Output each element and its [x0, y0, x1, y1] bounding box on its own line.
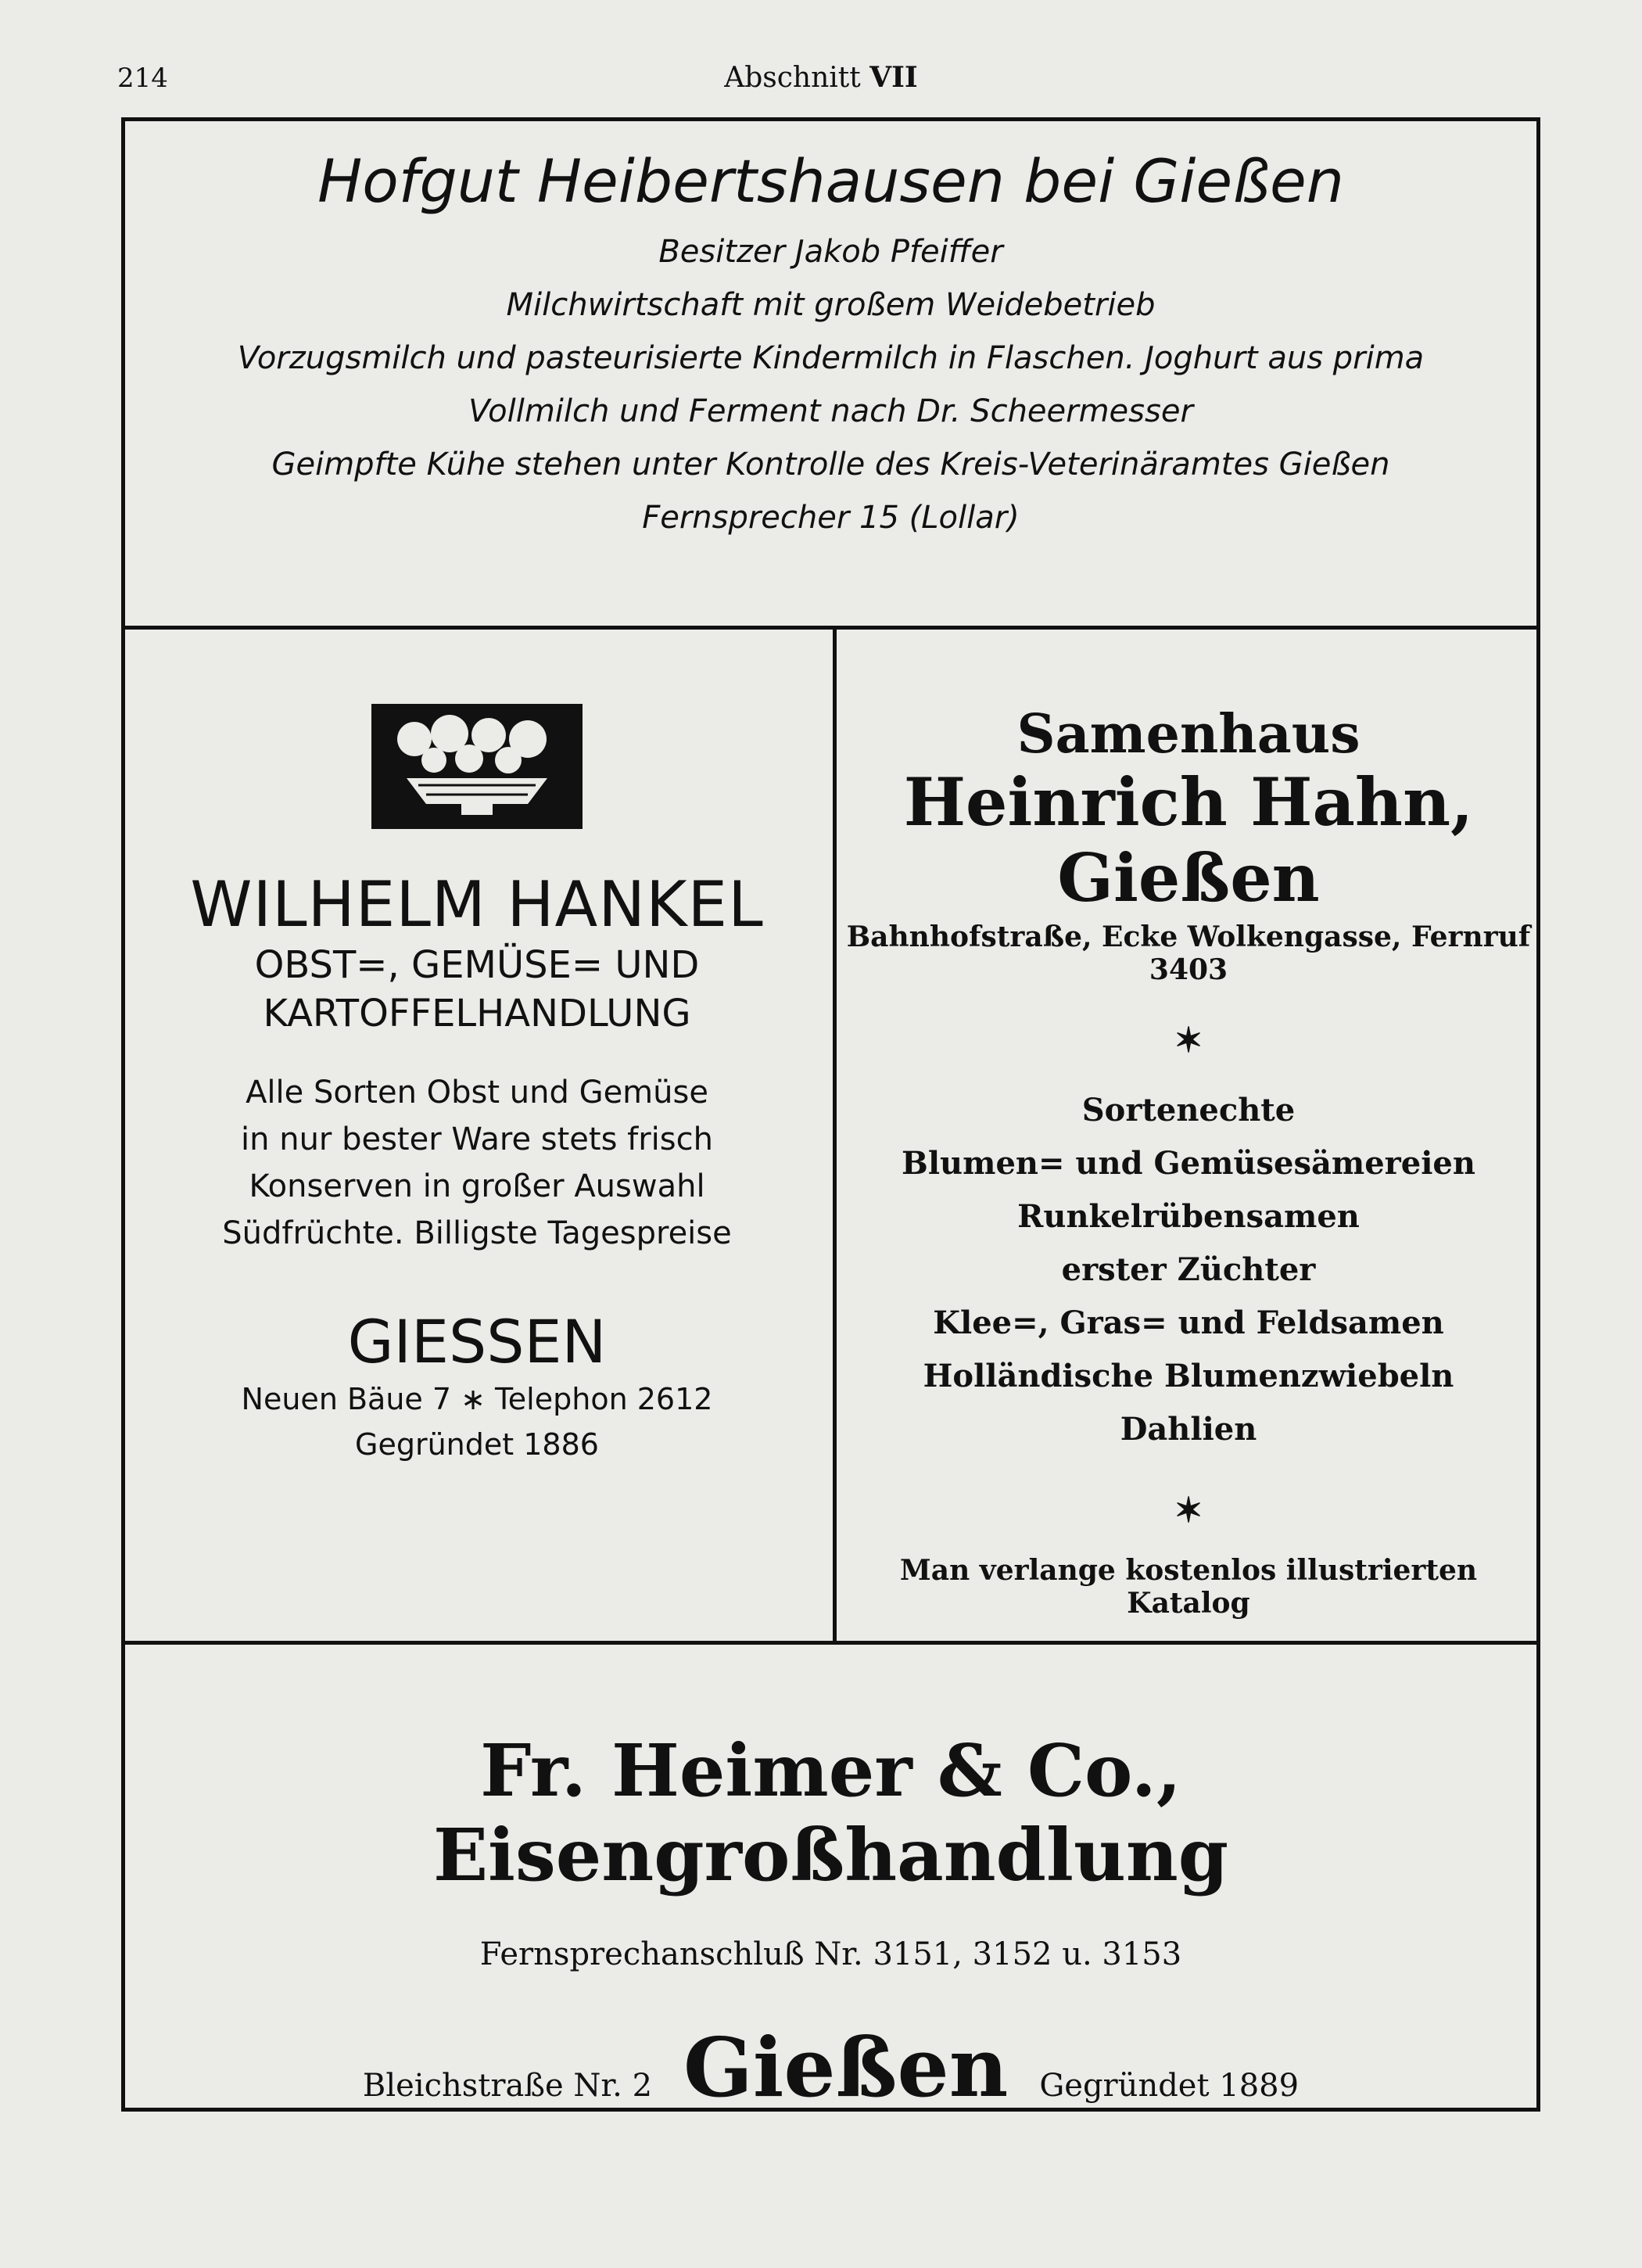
- ad-heibertshausen-title: Hofgut Heibertshausen bei Gießen: [317, 146, 1344, 216]
- section-heading: [0, 61, 1642, 94]
- ad-line: Fernsprecher 15 (Lollar): [642, 499, 1020, 536]
- ad-hankel-description: in nur bester Ware stets frisch: [241, 1121, 713, 1157]
- divider-middle: [833, 630, 837, 1642]
- page-number: 214: [117, 63, 168, 94]
- ad-heimer-founded: Gegründet 1889: [1039, 2068, 1300, 2104]
- ad-hahn-product: Dahlien: [1120, 1411, 1257, 1448]
- divider-bottom: [125, 1641, 1536, 1645]
- divider-top: [125, 626, 1536, 630]
- ad-heibertshausen: [125, 146, 1536, 544]
- ad-hankel-subtitle: OBST=, GEMÜSE= UND: [254, 943, 700, 987]
- ad-hahn-product: Runkelrübensamen: [1017, 1198, 1360, 1236]
- star-icon: ✶: [1174, 1491, 1203, 1531]
- ad-line: Besitzer Jakob Pfeiffer: [658, 233, 1003, 270]
- ad-hankel: [125, 704, 829, 1467]
- ad-line: Vorzugsmilch und pasteurisierte Kindermilch in Flaschen. Joghurt aus prima: [237, 339, 1425, 376]
- fruit-basket-icon: [371, 704, 583, 829]
- star-icon: ✶: [1174, 1021, 1203, 1061]
- ad-hahn-product: Holländische Blumenzwiebeln: [923, 1358, 1454, 1395]
- ad-hankel-description: Südfrüchte. Billigste Tagespreise: [222, 1215, 732, 1251]
- ad-hahn: [841, 704, 1536, 1620]
- ad-hahn-title-line2: Heinrich Hahn, Gießen: [903, 763, 1474, 917]
- ad-hahn-product: Klee=, Gras= und Feldsamen: [933, 1304, 1444, 1342]
- ad-line: Vollmilch und Ferment nach Dr. Scheermesser: [468, 393, 1193, 429]
- ad-hahn-title-line1: Samenhaus: [1016, 703, 1361, 766]
- ad-heimer-phone: Fernsprechanschluß Nr. 3151, 3152 u. 3153: [479, 1936, 1182, 1972]
- ad-hankel-subtitle: KARTOFFELHANDLUNG: [263, 992, 691, 1035]
- ad-heimer: [125, 1728, 1536, 2115]
- ad-hankel-title: WILHELM HANKEL: [190, 868, 764, 941]
- section-prefix: Abschnitt: [724, 62, 861, 94]
- ad-line: Milchwirtschaft mit großem Weidebetrieb: [506, 286, 1156, 323]
- ad-hankel-founded: Gegründet 1886: [355, 1427, 599, 1462]
- ad-heimer-city: Gießen: [683, 2019, 1009, 2115]
- ad-hankel-description: Konserven in großer Auswahl: [249, 1168, 705, 1204]
- ad-hahn-address: Bahnhofstraße, Ecke Wolkengasse, Fernruf 3403: [846, 920, 1531, 987]
- ad-hankel-address: Neuen Bäue 7 ∗ Telephon 2612: [241, 1382, 713, 1416]
- ad-heimer-title: Fr. Heimer & Co., Eisengroßhandlung: [432, 1728, 1229, 1897]
- ad-hankel-description: Alle Sorten Obst und Gemüse: [246, 1075, 708, 1111]
- ad-line: Geimpfte Kühe stehen unter Kontrolle des Kreis-Veterinäramtes Gießen: [271, 446, 1390, 483]
- ad-heimer-street: Bleichstraße Nr. 2: [362, 2068, 653, 2104]
- ad-hahn-product: erster Züchter: [1061, 1251, 1316, 1289]
- ad-hankel-city: GIESSEN: [347, 1307, 607, 1376]
- ad-hahn-footer: Man verlange kostenlos illustrierten Katalog: [899, 1554, 1478, 1620]
- section-number: VII: [869, 61, 918, 94]
- ad-hahn-product: Blumen= und Gemüsesämereien: [902, 1145, 1475, 1182]
- ad-hahn-product: Sortenechte: [1081, 1092, 1296, 1129]
